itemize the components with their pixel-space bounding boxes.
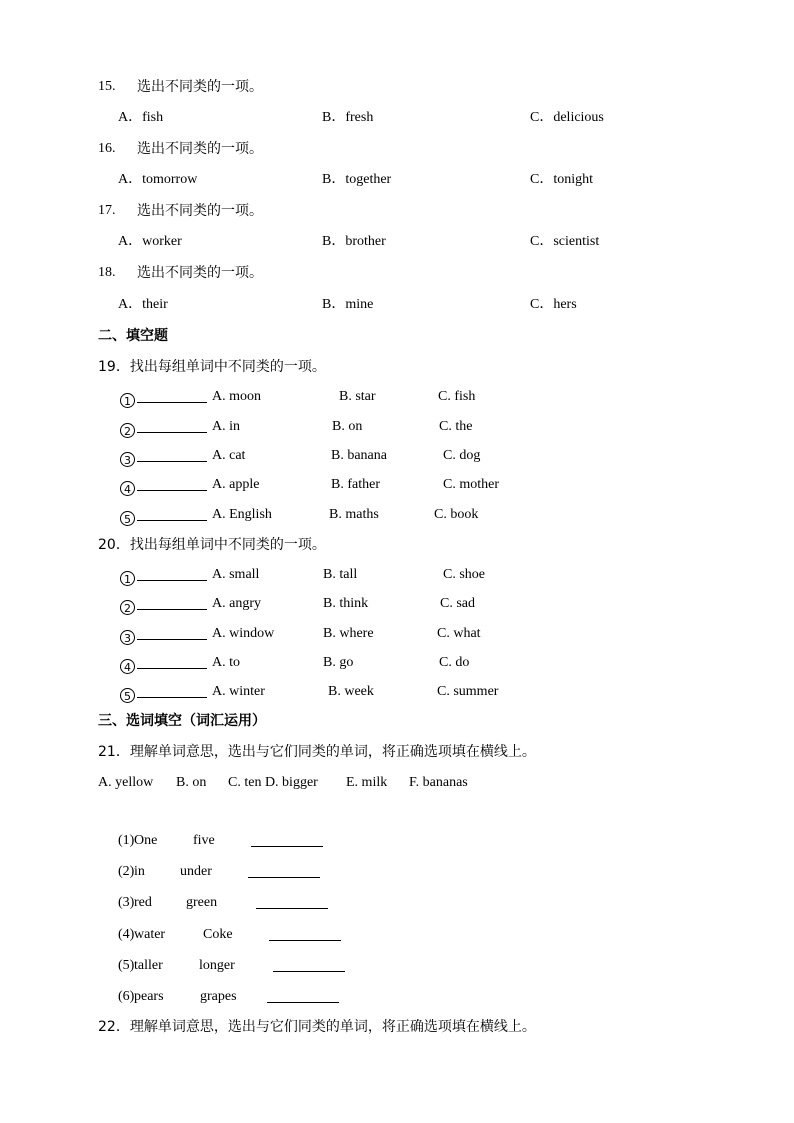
option-b: B. week — [328, 684, 374, 699]
option-b: B. star — [339, 389, 376, 404]
circle-number: 1 — [120, 571, 135, 586]
answer-blank[interactable] — [137, 654, 207, 669]
option-a: A. moon — [212, 389, 261, 404]
answer-blank[interactable] — [137, 418, 207, 433]
option-a: A. English — [212, 507, 272, 522]
option-a: A. winter — [212, 684, 265, 699]
option-c[interactable]: C．tonight — [530, 172, 594, 187]
item-mark: (1) — [118, 833, 135, 848]
word-option: C. ten D. bigger — [228, 775, 318, 790]
option-b[interactable]: B．fresh — [322, 110, 374, 125]
item-mark: (4) — [118, 927, 135, 942]
circle-number: 3 — [120, 452, 135, 467]
option-c: C. fish — [438, 389, 476, 404]
question-stem: 选出不同类的一项。 — [137, 141, 263, 157]
answer-blank[interactable] — [137, 476, 207, 491]
question-stem: 选出不同类的一项。 — [137, 203, 263, 219]
option-b: B. maths — [329, 507, 379, 522]
option-b: B. father — [331, 477, 380, 492]
option-c[interactable]: C．scientist — [530, 234, 600, 249]
word-2: grapes — [200, 989, 237, 1004]
word-1: pears — [134, 989, 164, 1004]
answer-blank[interactable] — [137, 506, 207, 521]
word-1: taller — [134, 958, 163, 973]
option-c: C. do — [439, 655, 470, 670]
answer-blank[interactable] — [137, 566, 207, 581]
word-2: under — [180, 864, 212, 879]
word-2: longer — [199, 958, 235, 973]
option-a: A. window — [212, 626, 275, 641]
circle-number: 4 — [120, 481, 135, 496]
word-1: red — [134, 895, 152, 910]
question-number: 15. — [98, 79, 116, 94]
option-b: B. think — [323, 596, 369, 611]
question-stem: 选出不同类的一项。 — [137, 79, 263, 95]
section-title: 三、选词填空（词汇运用） — [98, 713, 266, 729]
option-b: B. tall — [323, 567, 358, 582]
word-option: A. yellow — [98, 775, 154, 790]
answer-blank[interactable] — [267, 988, 339, 1003]
word-option: E. milk — [346, 775, 388, 790]
item-mark: (2) — [118, 864, 135, 879]
option-b: B. go — [323, 655, 354, 670]
circle-number: 2 — [120, 600, 135, 615]
option-a: A. cat — [212, 448, 246, 463]
answer-blank[interactable] — [137, 388, 207, 403]
question-19-stem: 19．找出每组单词中不同类的一项。 — [98, 359, 326, 375]
item-mark: (5) — [118, 958, 135, 973]
word-1: in — [134, 864, 145, 879]
option-a: A. in — [212, 419, 240, 434]
option-b: B. banana — [331, 448, 387, 463]
option-b: B. where — [323, 626, 374, 641]
answer-blank[interactable] — [269, 926, 341, 941]
question-20-stem: 20．找出每组单词中不同类的一项。 — [98, 537, 326, 553]
answer-blank[interactable] — [137, 447, 207, 462]
option-a[interactable]: A．their — [118, 297, 168, 312]
option-a[interactable]: A．worker — [118, 234, 182, 249]
word-2: green — [186, 895, 218, 910]
answer-blank[interactable] — [251, 832, 323, 847]
circle-number: 5 — [120, 511, 135, 526]
question-22-stem: 22．理解单词意思，选出与它们同类的单词，将正确选项填在横线上。 — [98, 1019, 536, 1035]
item-mark: (6) — [118, 989, 135, 1004]
word-1: One — [134, 833, 158, 848]
option-c: C. mother — [443, 477, 499, 492]
answer-blank[interactable] — [273, 957, 345, 972]
word-2: five — [193, 833, 215, 848]
option-c: C. shoe — [443, 567, 485, 582]
option-a: A. to — [212, 655, 240, 670]
option-c[interactable]: C．hers — [530, 297, 577, 312]
option-b[interactable]: B．brother — [322, 234, 386, 249]
option-a: A. apple — [212, 477, 260, 492]
section-title: 二、填空题 — [98, 328, 168, 344]
option-c: C. summer — [437, 684, 499, 699]
circle-number: 2 — [120, 423, 135, 438]
question-number: 16. — [98, 141, 116, 156]
option-c[interactable]: C．delicious — [530, 110, 604, 125]
word-2: Coke — [203, 927, 233, 942]
option-c: C. sad — [440, 596, 475, 611]
circle-number: 1 — [120, 393, 135, 408]
question-number: 17. — [98, 203, 116, 218]
circle-number: 5 — [120, 688, 135, 703]
word-1: water — [134, 927, 166, 942]
option-b[interactable]: B．mine — [322, 297, 374, 312]
option-c: C. what — [437, 626, 481, 641]
option-b: B. on — [332, 419, 363, 434]
answer-blank[interactable] — [137, 625, 207, 640]
question-stem: 选出不同类的一项。 — [137, 265, 263, 281]
item-mark: (3) — [118, 895, 135, 910]
answer-blank[interactable] — [137, 595, 207, 610]
answer-blank[interactable] — [137, 683, 207, 698]
question-21-stem: 21．理解单词意思，选出与它们同类的单词，将正确选项填在横线上。 — [98, 744, 536, 760]
option-c: C. dog — [443, 448, 481, 463]
option-b[interactable]: B．together — [322, 172, 392, 187]
answer-blank[interactable] — [248, 863, 320, 878]
word-option: B. on — [176, 775, 207, 790]
option-c: C. book — [434, 507, 479, 522]
option-a: A. small — [212, 567, 260, 582]
circle-number: 4 — [120, 659, 135, 674]
option-a[interactable]: A．fish — [118, 110, 164, 125]
question-number: 18. — [98, 265, 116, 280]
answer-blank[interactable] — [256, 894, 328, 909]
option-c: C. the — [439, 419, 473, 434]
circle-number: 3 — [120, 630, 135, 645]
word-option: F. bananas — [409, 775, 468, 790]
option-a[interactable]: A．tomorrow — [118, 172, 198, 187]
option-a: A. angry — [212, 596, 261, 611]
